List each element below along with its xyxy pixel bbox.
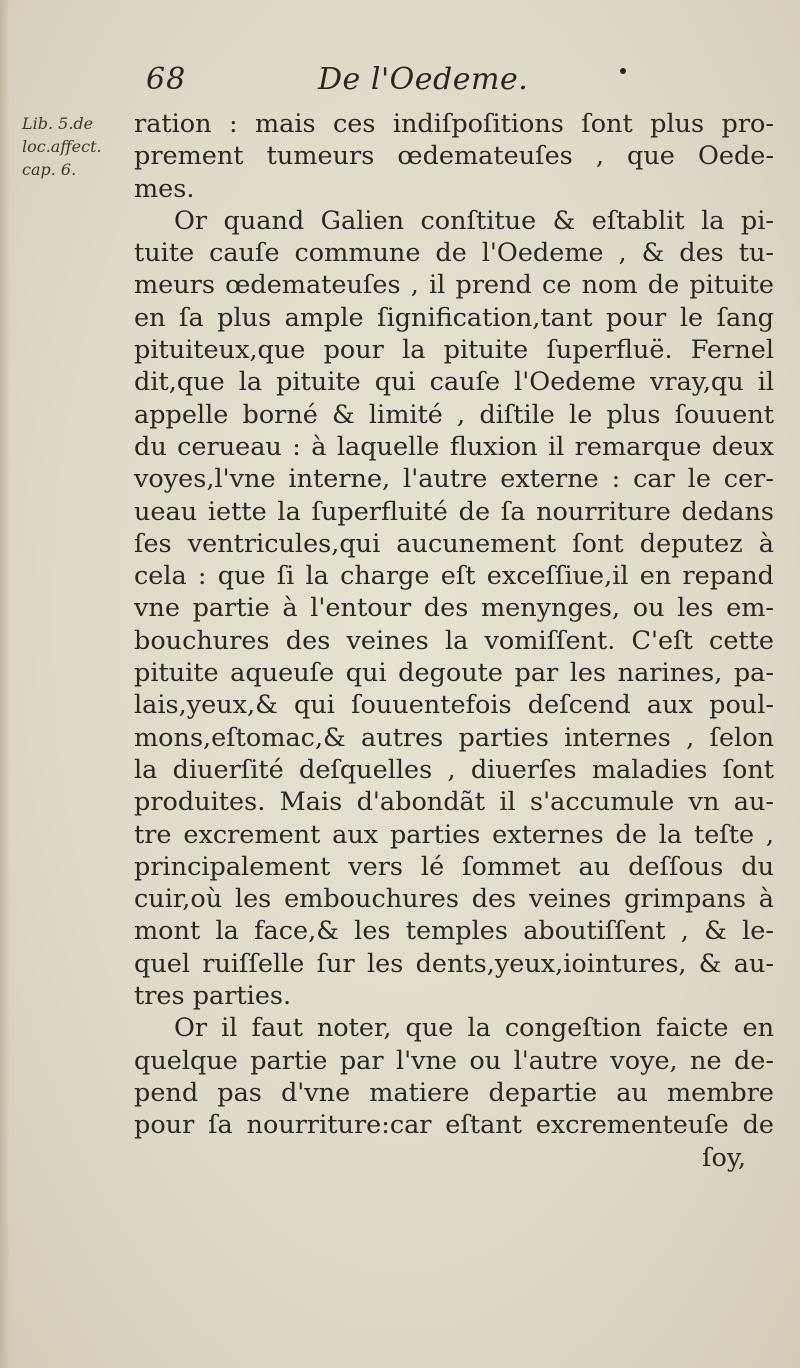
- text-line: quel ruiſſelle ſur les dents,yeux,iointures, & au-: [134, 948, 774, 979]
- text-line: la diuerſité deſquelles , diuerſes maladies ſont: [134, 754, 774, 785]
- text-line: tuite cauſe commune de l'Oedeme , & des tu-: [134, 238, 774, 269]
- text-line: pour ſa nourriture:car eſtant excrementeuſe de: [134, 1110, 774, 1141]
- margin-note-line: loc.affect.: [22, 137, 102, 156]
- text-line: tre excrement aux parties externes de la teſte ,: [134, 819, 774, 850]
- ink-dot: [620, 68, 626, 74]
- page-edge-shadow: [0, 0, 10, 1368]
- text-line: mons,eſtomac,& autres parties internes , ſelon: [134, 722, 774, 753]
- page-number: 68: [146, 62, 187, 97]
- page-header: [0, 62, 800, 102]
- text-line: en ſa plus ample ſignification,tant pour le ſang: [134, 302, 774, 333]
- text-line: pend pas d'vne matiere departie au membre: [134, 1077, 774, 1108]
- text-line: mont la face,& les temples aboutiſſent , & le-: [134, 916, 774, 947]
- margin-reference-note: [22, 112, 122, 181]
- running-title: De l'Oedeme.: [318, 62, 529, 97]
- text-line: dit,que la pituite qui cauſe l'Oedeme vray,qu il: [134, 367, 774, 398]
- text-line: vne partie à l'entour des menynges, ou les em-: [134, 593, 774, 624]
- text-line: principalement vers lé ſommet au deſſous du: [134, 851, 774, 882]
- text-line: meurs œdemateuſes , il prend ce nom de pituite: [134, 270, 774, 301]
- text-line: quelque partie par l'vne ou l'autre voye, ne de-: [134, 1045, 774, 1076]
- text-line: ration : mais ces indiſpoſitions ſont plus pro-: [134, 109, 774, 139]
- text-line: appelle borné & limité , diſtile le plus ſouuent: [134, 399, 774, 430]
- margin-note-line: cap. 6.: [22, 160, 77, 179]
- margin-note-line: Lib. 5.de: [22, 114, 94, 133]
- text-line: produites. Mais d'abondãt il s'accumule vn au-: [134, 787, 774, 818]
- text-line: pituiteux,que pour la pituite ſuperfluë. Fernel: [134, 335, 774, 366]
- text-line: prement tumeurs œdemateuſes , que Oede-: [134, 141, 774, 172]
- text-line: pituite aqueuſe qui degoute par les narines, pa-: [134, 658, 774, 689]
- body-text: [134, 108, 774, 1174]
- text-line: cuir,où les embouchures des veines grimpans à: [134, 884, 774, 915]
- catchword: ſoy,: [702, 1142, 746, 1173]
- text-line: mes.: [134, 173, 195, 204]
- text-line: voyes,l'vne interne, l'autre externe : car le cer-: [134, 464, 774, 495]
- text-line: du cerueau : à laquelle fluxion il remarque deux: [134, 431, 774, 462]
- text-line: bouchures des veines la vomiſſent. C'eſt cette: [134, 625, 774, 656]
- text-line: lais,yeux,& qui ſouuentefois deſcend aux poul-: [134, 690, 774, 721]
- text-line: tres parties.: [134, 981, 292, 1012]
- text-line: cela : que ſi la charge eſt exceſſiue,il en repand: [134, 561, 774, 592]
- text-line: Or quand Galien conſtitue & eſtablit la pi-: [174, 205, 774, 236]
- text-line: Or il faut noter, que la congeſtion faicte en: [174, 1013, 774, 1044]
- text-line: ueau iette la ſuperfluité de ſa nourriture dedans: [134, 496, 774, 527]
- text-line: ſes ventricules,qui aucunement ſont deputez à: [134, 528, 774, 559]
